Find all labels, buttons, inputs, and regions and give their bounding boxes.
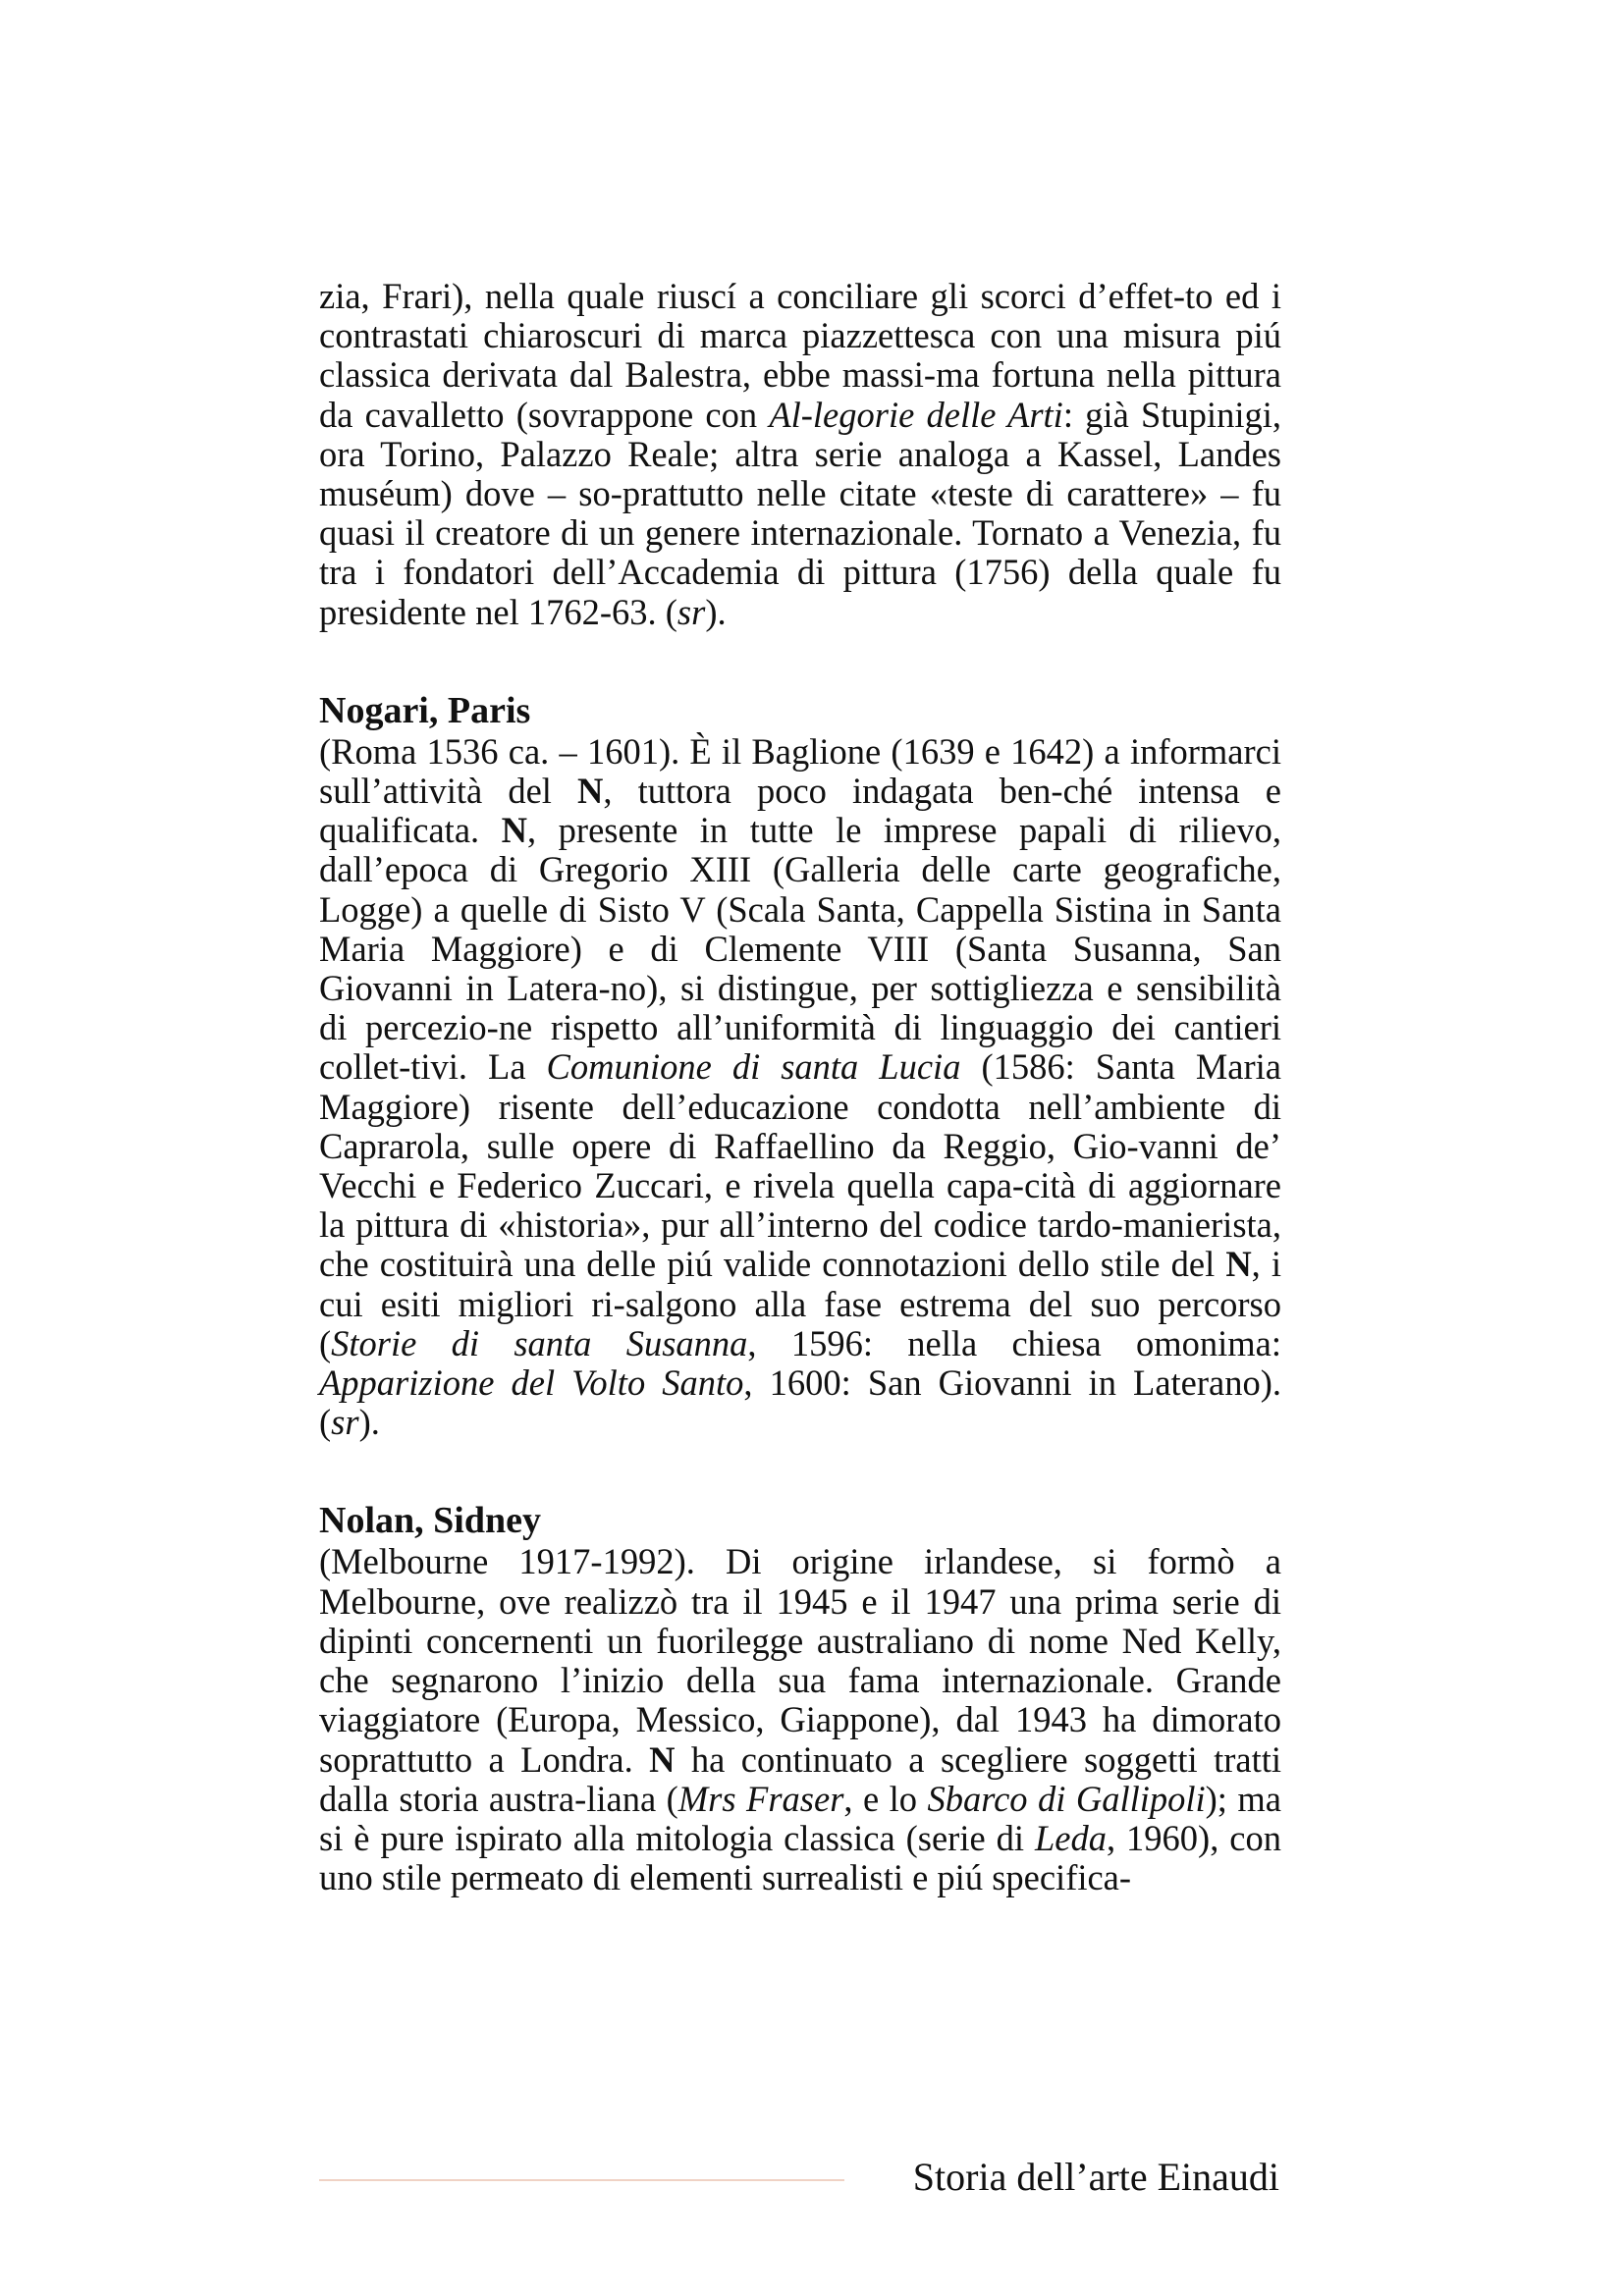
entry-title: Nogari, Paris — [319, 689, 531, 731]
text-run: (1586: Santa Maria Maggiore) risente dell’educazione condotta nell’ambiente di Caprarola, sulle opere di Raffaellino da Reggio, Gio-vanni de’ Vecchi e Federico Zuccari, e rivela quella capa-cità di aggiornare la pittura di «historia», pur all’interno del codice tardo-manierista, che costituirà una delle piú valide connotazioni dello stile del — [319, 1046, 1281, 1285]
text-run: ); ma si è pure ispirato alla mitologia classica (serie di — [319, 1778, 1281, 1858]
entry-body — [319, 732, 1281, 1443]
text-run: ha continuato a scegliere soggetti tratti dalla storia austra-liana ( — [319, 1738, 1281, 1819]
italic-text: Apparizione del Volto Santo — [319, 1362, 744, 1404]
italic-text: sr — [331, 1402, 359, 1443]
entry-body — [319, 1542, 1281, 1897]
text-run: , presente in tutte le imprese papali di rilievo, dall’epoca di Gregorio XIII (Galleria delle carte geografiche, Logge) a quelle di Sisto V (Scala Santa, Cappella Sistina in Santa Maria Maggiore) e di Clemente VIII (Santa Susanna, San Giovanni in Latera-no), si distingue, per sottigliezza e sensibilità di percezio-ne rispetto all’uniformità di linguaggio dei cantieri collet-tivi. La — [319, 810, 1281, 1088]
bold-abbrev: N — [577, 771, 604, 812]
text-run: , 1600: San Giovanni in Laterano). ( — [319, 1362, 1281, 1443]
italic-text: Al-legorie delle Arti — [769, 394, 1063, 435]
italic-text: Leda — [1034, 1817, 1107, 1858]
entry-nogari — [319, 689, 1281, 1443]
entry-title: Nolan, Sidney — [319, 1500, 541, 1542]
entry-nolan — [319, 1499, 1281, 1897]
text-run: , 1596: nella chiesa omonima: — [747, 1322, 1281, 1363]
text-run: zia, Frari), nella quale riuscí a conciliare gli scorci d’effet-to ed i contrastati chiaroscuri di marca piazzettesca con una misura piú classica derivata dal Balestra, ebbe massi-ma fortuna nella pittura da cavalletto (sovrappone con — [319, 276, 1281, 435]
text-run: , 1960), con uno stile permeato di elementi surrealisti e piú specifica- — [319, 1817, 1281, 1898]
text-column — [319, 277, 1281, 1897]
text-run: (Roma 1536 ca. – 1601). È il Baglione (1639 e 1642) a informarci sull’attività del — [319, 730, 1281, 812]
continuation-paragraph — [319, 277, 1281, 632]
italic-text: Storie di santa Susanna — [331, 1322, 748, 1363]
text-run: , tuttora poco indagata ben-ché intensa e qualificata. — [319, 771, 1281, 851]
italic-text: Mrs Fraser — [677, 1778, 844, 1819]
bold-abbrev: N — [649, 1738, 676, 1780]
italic-text: sr — [676, 591, 706, 632]
text-run: (Melbourne 1917-1992). Di origine irlandese, si formò a Melbourne, ove realizzò tra il 1945 e il 1947 una prima serie di dipinti concernenti un fuorilegge australiano di nome Ned Kelly, che segnarono l’inizio della sua fama internazionale. Grande viaggiatore (Europa, Messico, Giappone), dal 1943 ha dimorato soprattutto a Londra. — [319, 1541, 1281, 1780]
text-run: , e lo — [843, 1778, 928, 1819]
footer-rule — [319, 2179, 844, 2181]
italic-text: Sbarco di Gallipoli — [927, 1778, 1206, 1819]
text-run: ). — [705, 591, 727, 632]
bold-abbrev: N — [501, 810, 528, 851]
footer-title: Storia dell’arte Einaudi — [912, 2155, 1279, 2199]
text-run: , i cui esiti migliori ri-salgono alla fase estrema del suo percorso ( — [319, 1244, 1281, 1363]
bold-abbrev: N — [1225, 1244, 1252, 1285]
text-run: ). — [358, 1402, 380, 1443]
text-run: : già Stupinigi, ora Torino, Palazzo Reale; altra serie analoga a Kassel, Landes muséum) dove – so-prattutto nelle citate «teste di carattere» – fu quasi il creatore di un genere internazionale. Tornato a Venezia, fu tra i fondatori dell’Accademia di pittura (1756) della quale fu presidente nel 1762-63. ( — [319, 394, 1281, 632]
italic-text: Comunione di santa Lucia — [546, 1046, 961, 1088]
